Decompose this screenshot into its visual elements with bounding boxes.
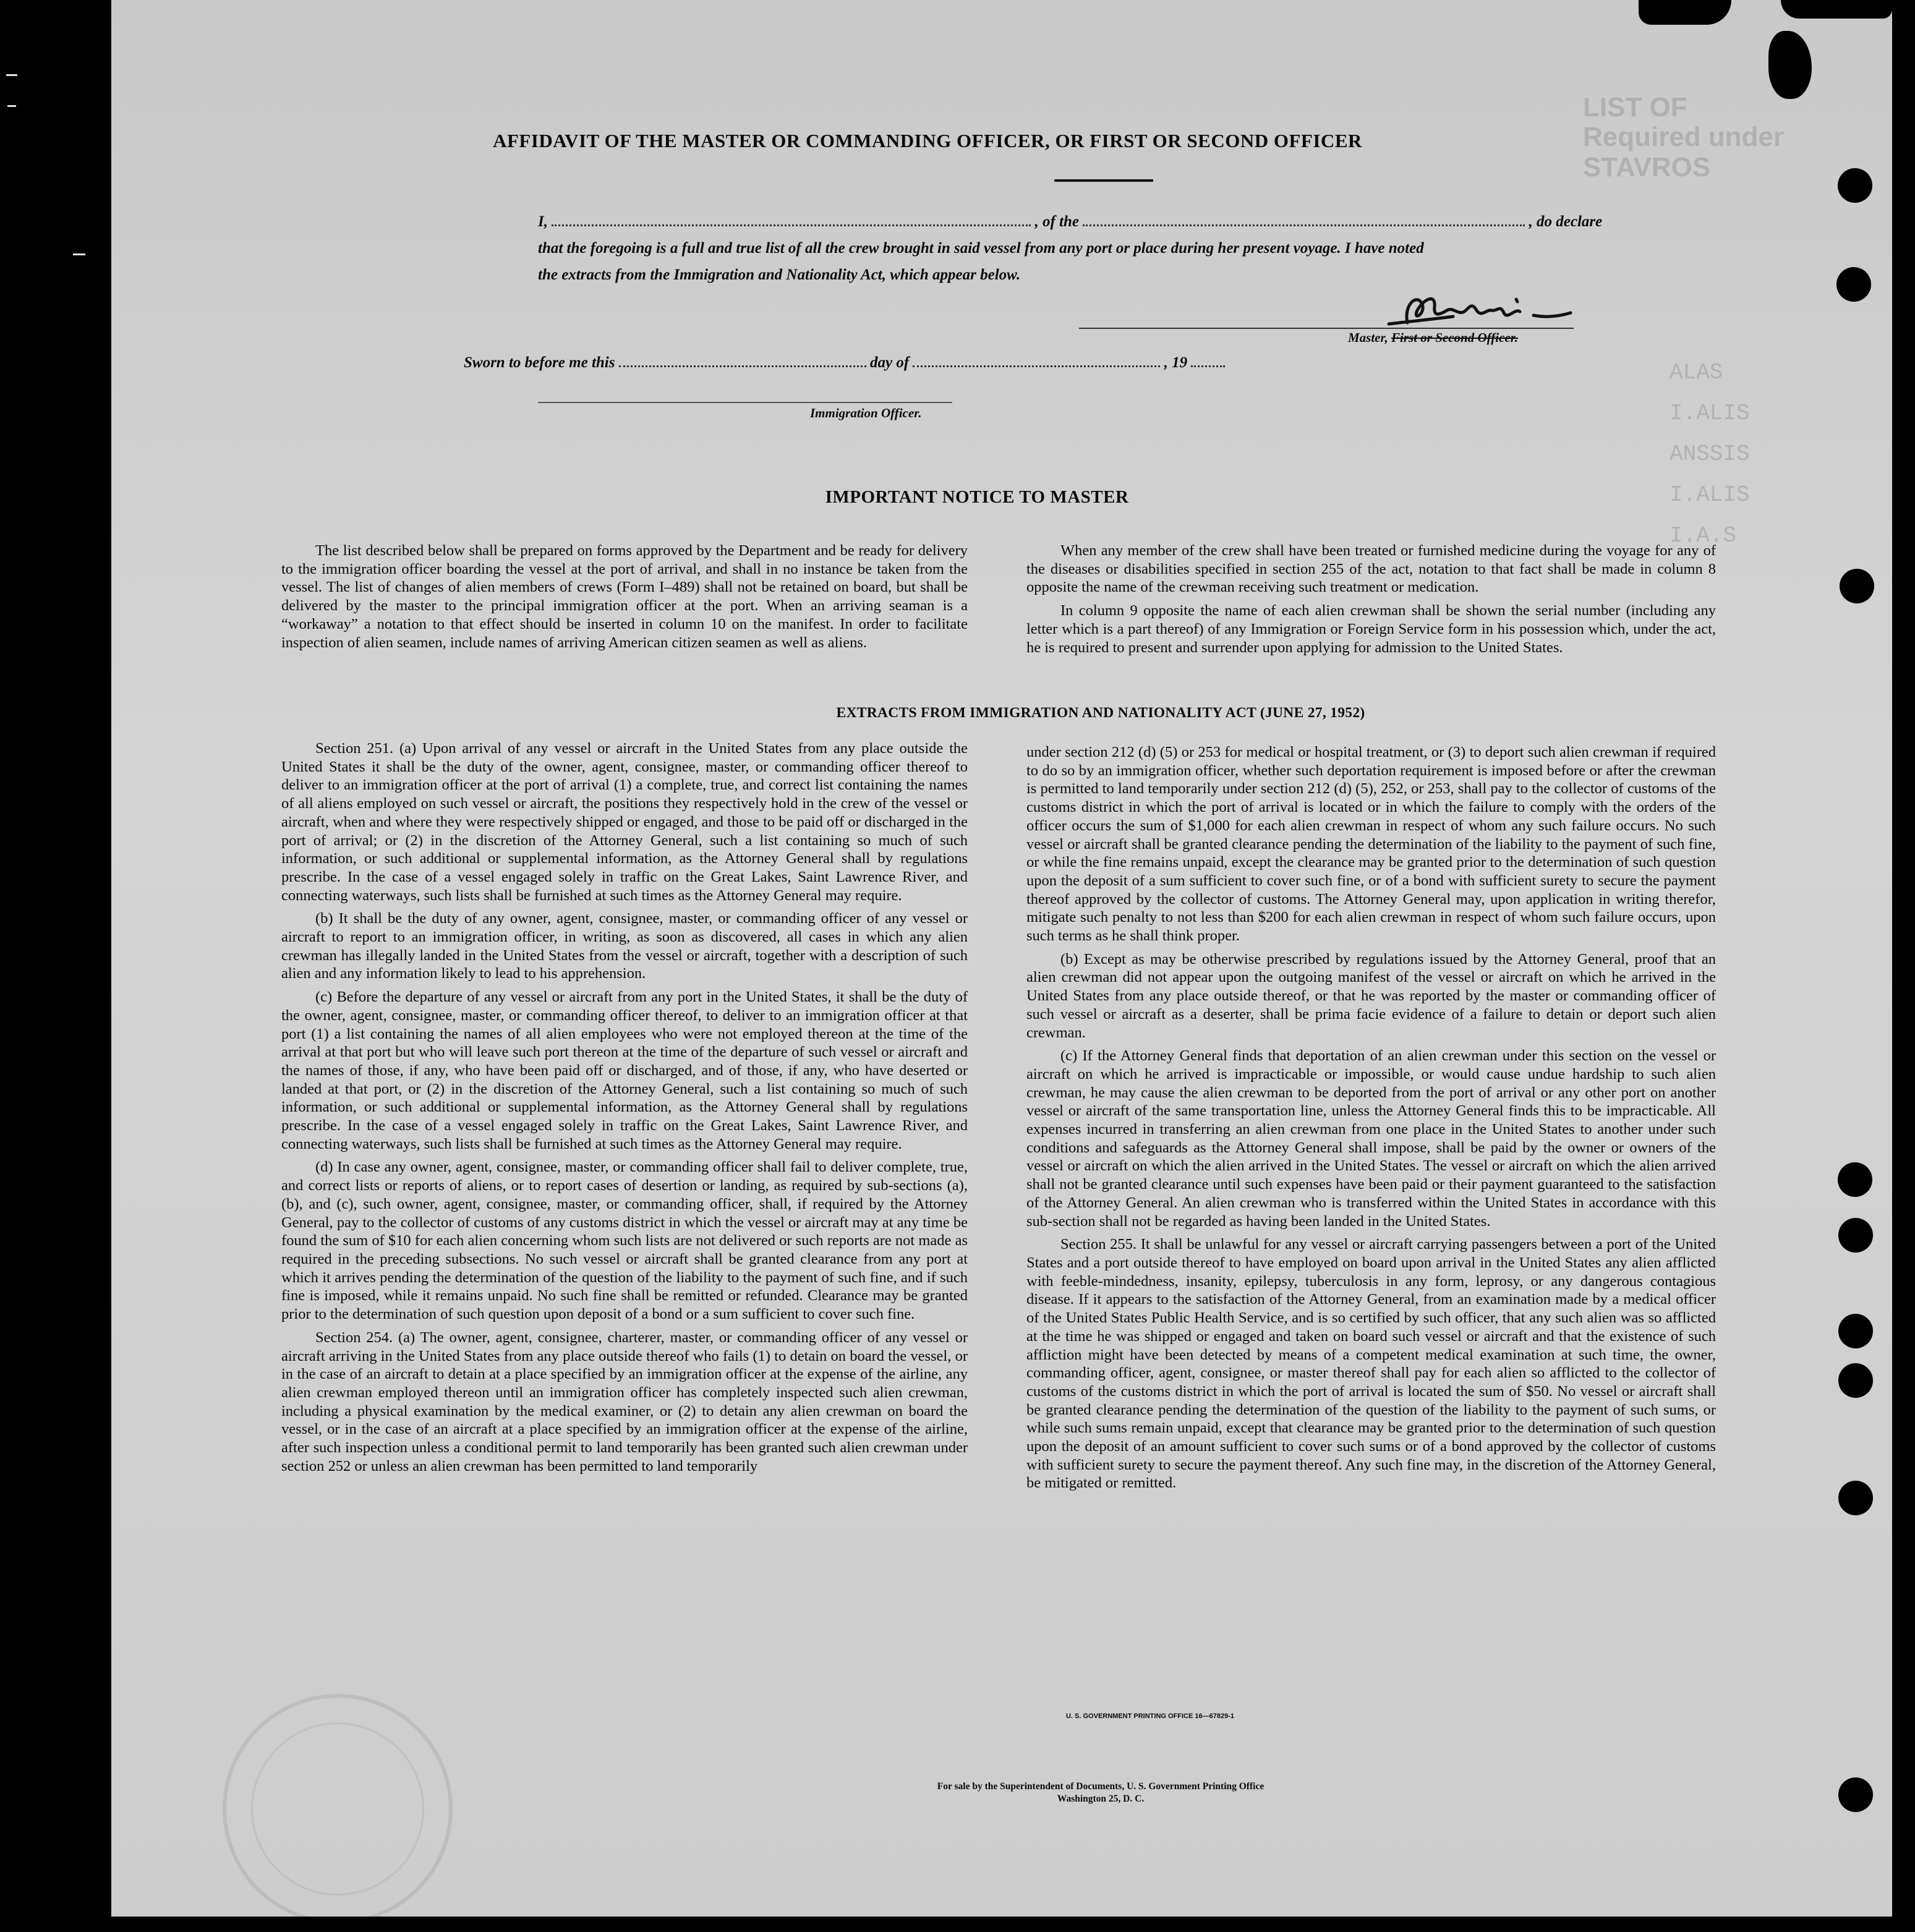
name-blank[interactable] bbox=[552, 224, 1031, 226]
document-page bbox=[111, 0, 1892, 1917]
scan-speck bbox=[6, 74, 17, 76]
statute-paragraph: (b) Except as may be otherwise prescribed by regulations issued by the Attorney General, proof that an alien crewman did not appear upon the outgoing manifest of the vessel or aircraft on which he arrived in the United States from any place outside thereof, or that he was reported by the master or commanding officer of such vessel or aircraft as a deserter, shall be prima facie evidence of a failure to detain or deport such alien crewman. bbox=[1026, 950, 1716, 1041]
punch-hole bbox=[1838, 1162, 1872, 1197]
punch-hole bbox=[1838, 1218, 1873, 1253]
extracts-right-continuation: under section 212 (d) (5) or 253 for medical or hospital treatment, or (3) to deport such alien crewman if required to do so by an immigration officer, whether such deportation requirement is imposed before or after the crewman is permitted to land temporarily under section 212 (d) (5), 252, or 253, shall pay to the collector of customs of the customs district in which the port of arrival is located or in which the failure to comply with the orders of the officer occurs the sum of $1,000 for each alien crewman in respect of whom any such failure occurs. No such vessel or aircraft shall be granted clearance pending the determination of the liability to the payment of such fine, or while the fine remains unpaid, except the clearance may be granted prior to the determination of such question upon the deposit of a sum sufficient to cover such fine, or of a bond with sufficient surety to secure the payment thereof approved by the collector of customs. The Attorney General may, upon application in writing therefor, mitigate such penalty to not less than $200 for each alien crewman in respect of whom such failure occurs, upon such terms as he shall think proper. bbox=[1026, 744, 1716, 945]
statute-paragraph: (d) In case any owner, agent, consignee, master, or commanding officer shall fail to deliver complete, true, and correct lists or reports of aliens, or to report cases of desertion or landing, as required by sub-sections (a), (b), and (c), such owner, agent, consignee, master, or commanding officer, shall, if required by the Attorney General, pay to the collector of customs of any customs district in which the vessel or aircraft may at any time be found the sum of $10 for each alien concerning whom such lists are not delivered or such reports are not made as required in the preceding subsections. No such vessel or aircraft shall be granted clearance from any port at which it arrives pending the determination of the question of the liability to the payment of such fine, and if such fine is imposed, while it remains unpaid. No such fine shall be remitted or refunded. Clearance may be granted prior to the determination of such question upon deposit of a bond or a sum sufficient to cover such fine. bbox=[281, 1159, 968, 1323]
notice-title: IMPORTANT NOTICE TO MASTER bbox=[825, 487, 1129, 507]
paper-tear bbox=[1639, 0, 1731, 25]
extracts-right-column bbox=[1026, 743, 1716, 1497]
notice-paragraph: When any member of the crew shall have been treated or furnished medicine during the voyage for any of the diseases or disabilities specified in section 255 of the act, notation to that fact shall be made in column 8 opposite the name of the crewman receiving such treatment or medication. bbox=[1026, 542, 1716, 596]
sale-line-1: For sale by the Superintendent of Documents, U. S. Government Printing Office bbox=[937, 1781, 1265, 1792]
sworn-year-prefix: , 19 bbox=[1164, 354, 1188, 371]
bleed-through-text: LIST OF Required under STAVROS bbox=[1583, 92, 1785, 182]
statute-paragraph: Section 254. (a) The owner, agent, consignee, charterer, master, or commanding officer of any vessel or aircraft arriving in the United States from any place outside thereof who fails (1) to detain on board the vessel, or in the case of an aircraft to detain at a place specified by an immigration officer at the expense of the airline, any alien crewman employed thereon until an immigration officer has completely inspected such alien crewman, including a physical examination by the medical examiner, or (2) to detain any alien crewman on board the vessel, or in the case of an aircraft at a place specified by an immigration officer at the expense of the airline, after such inspection unless a conditional permit to land temporarily has been granted such alien crewman under section 252 or unless an alien crewman has been permitted to land temporarily bbox=[281, 1329, 968, 1475]
master-label: Master, bbox=[1348, 330, 1388, 345]
affidavit-title: AFFIDAVIT OF THE MASTER OR COMMANDING OFFICER, OR FIRST OR SECOND OFFICER bbox=[493, 130, 1362, 151]
extracts-title: EXTRACTS FROM IMMIGRATION AND NATIONALITY ACT (JUNE 27, 1952) bbox=[836, 705, 1365, 721]
extracts-left-column bbox=[281, 739, 968, 1480]
vessel-blank[interactable] bbox=[1083, 224, 1525, 226]
punch-hole bbox=[1838, 1481, 1873, 1515]
bleed-through-column: ALAS I.ALIS ANSSIS I.ALIS I.A.S bbox=[1670, 360, 1750, 548]
paper-tear bbox=[1768, 31, 1812, 99]
declaration-i: I, bbox=[538, 213, 548, 230]
declaration-do-declare: , do declare bbox=[1529, 213, 1603, 230]
notice-paragraph: In column 9 opposite the name of each alien crewman shall be shown the serial number (including any letter which is a part thereof) of any Immigration or Foreign Service form in his possession which, under the act, he is required to present and surrender upon applying for admission to the United States. bbox=[1026, 602, 1716, 656]
signature-label bbox=[1348, 330, 1518, 346]
scan-speck bbox=[73, 253, 85, 255]
sworn-line bbox=[464, 354, 1225, 372]
sworn-month-blank[interactable] bbox=[913, 365, 1160, 367]
notice-left-column bbox=[281, 542, 968, 657]
declaration-line-3: the extracts from the Immigration and Nationality Act, which appear below. bbox=[538, 266, 1021, 283]
punch-hole bbox=[1836, 267, 1871, 302]
faint-seal-stamp bbox=[223, 1694, 453, 1917]
statute-paragraph: Section 255. It shall be unlawful for any vessel or aircraft carrying passengers between a port of the United States and a port outside thereof to have employed on board upon arrival in the United States any alien afflicted with feeble-mindedness, insanity, epilepsy, tuberculosis in any form, leprosy, or any dangerous contagious disease. If it appears to the satisfaction of the Attorney General, from an examination made by a medical officer of the United States Public Health Service, and is so certified by such officer, that any such alien was so afflicted at the time he was shipped or engaged and taken on board such vessel or aircraft and that the existence of such affliction might have been detected by means of a competent medical examination at such time, the owner, commanding officer, agent, consignee, or master thereof shall pay for each alien so afflicted to the collector of customs of the customs district in which the port of arrival is located the sum of $50. No vessel or aircraft shall be granted clearance pending the determination of the question of the liability to the payment of such sums, or while such sums remain unpaid, except that clearance may be granted prior to the determination of such question upon the deposit of an amount sufficient to cover such sums or of a bond approved by the collector of customs with sufficient surety to secure the payment thereof. Any such fine may, in the discretion of the Attorney General, be mitigated or remitted. bbox=[1026, 1236, 1716, 1492]
title-underline bbox=[1054, 179, 1153, 182]
scan-speck bbox=[7, 105, 16, 107]
sworn-day-of: day of bbox=[869, 354, 910, 371]
statute-paragraph: Section 251. (a) Upon arrival of any vessel or aircraft in the United States from any place outside the United States it shall be the duty of the owner, agent, consignee, master, or commanding officer thereof to deliver to an immigration officer at the port of arrival (1) a complete, true, and correct list containing the names of all aliens employed on such vessel or aircraft, the positions they respectively hold in the crew of the vessel or aircraft, when and where they were respectively shipped or engaged, and those to be paid off or discharged in the port of arrival; or (2) in the discretion of the Attorney General, such a list containing so much of such information, or such additional or supplemental information, as the Attorney General shall by regulations prescribe. In the case of a vessel engaged solely in traffic on the Great Lakes, Saint Lawrence River, and connecting waterways, such lists shall be furnished at such times as the Attorney General may require. bbox=[281, 740, 968, 904]
sworn-prefix: Sworn to before me this bbox=[464, 354, 615, 371]
immigration-officer-label: Immigration Officer. bbox=[810, 406, 922, 420]
statute-paragraph: (c) If the Attorney General finds that deportation of an alien crewman under this section on the vessel or aircraft on which he arrived is impracticable or impossible, or would cause undue hardship to such alien crewman, he may cause the alien crewman to be deported from the port of arrival or any other port on another vessel or aircraft of the same transportation line, unless the Attorney General finds this to be impracticable. All expenses incurred in transferring an alien crewman from one place in the United States to another under such conditions and safeguards as the Attorney General shall impose, shall be paid by the owner or owners of the vessel or aircraft on which the alien arrived in the United States. The vessel or aircraft on which the alien arrived shall not be granted clearance until such expenses have been paid or their payment guaranteed to the satisfaction of the Attorney General. An alien crewman who is transferred within the United States in accordance with this sub-section shall not be regarded as having been landed in the United States. bbox=[1026, 1047, 1716, 1230]
sworn-day-blank[interactable] bbox=[619, 365, 866, 367]
notice-right-column bbox=[1026, 542, 1716, 662]
punch-hole bbox=[1838, 1314, 1873, 1348]
punch-hole bbox=[1840, 569, 1874, 603]
declaration-line-2: that the foregoing is a full and true list of all the crew brought in said vessel from any port or place during her present voyage. I have noted bbox=[538, 240, 1424, 257]
sale-line-2: Washington 25, D. C. bbox=[1057, 1794, 1145, 1804]
punch-hole bbox=[1838, 1363, 1873, 1398]
punch-hole bbox=[1838, 1777, 1873, 1812]
sworn-year-blank[interactable] bbox=[1191, 365, 1225, 367]
paper-tear bbox=[1781, 0, 1892, 19]
notice-paragraph: The list described below shall be prepared on forms approved by the Department and be ready for delivery to the immigration officer boarding the vessel at the port of arrival, and shall in no instance be taken from the vessel. The list of changes of alien members of crews (Form I–489) shall not be retained on board, but shall be delivered by the master to the principal immigration officer at the port. When an arriving seaman is a “workaway” a notation to that effect should be inserted in column 10 on the manifest. In order to facilitate inspection of alien seamen, include names of arriving American citizen seamen as well as aliens. bbox=[281, 542, 968, 651]
statute-paragraph: (c) Before the departure of any vessel or aircraft from any port in the United States, it shall be the duty of the owner, agent, consignee, master, or commanding officer thereof, to deliver to an immigration officer at that port (1) a list containing the names of all alien employees who were not employed thereon at the time of the arrival at that port but who will leave such port thereon at the time of the departure of such vessel or aircraft and the names of those, if any, who have been paid off or discharged, and of those, if any, who have deserted or landed at that port, or (2) in the discretion of the Attorney General, such a list containing so much of such information, or such additional or supplemental information, as the Attorney General shall by regulations prescribe. In the case of a vessel engaged solely in traffic on the Great Lakes, Saint Lawrence River, and connecting waterways, such lists shall be furnished at such times as the Attorney General may require. bbox=[281, 989, 968, 1152]
printing-office-mark: U. S. GOVERNMENT PRINTING OFFICE 16—67829-1 bbox=[1065, 1713, 1234, 1720]
punch-hole bbox=[1838, 168, 1872, 203]
statute-paragraph: (b) It shall be the duty of any owner, agent, consignee, master, or commanding officer of any vessel or aircraft to report to an immigration officer, in writing, as soon as discovered, all cases in which any alien crewman has illegally landed in the United States from the vessel or aircraft, together with a description of such alien and any information likely to lead to his apprehension. bbox=[281, 910, 968, 982]
immigration-officer-line bbox=[538, 402, 952, 403]
struck-officer-label: First or Second Officer. bbox=[1391, 330, 1518, 345]
signature-line bbox=[1079, 328, 1574, 329]
declaration-of-the: , of the bbox=[1034, 213, 1080, 230]
declaration-line-1 bbox=[538, 213, 1602, 231]
sale-notice bbox=[730, 1781, 1472, 1805]
